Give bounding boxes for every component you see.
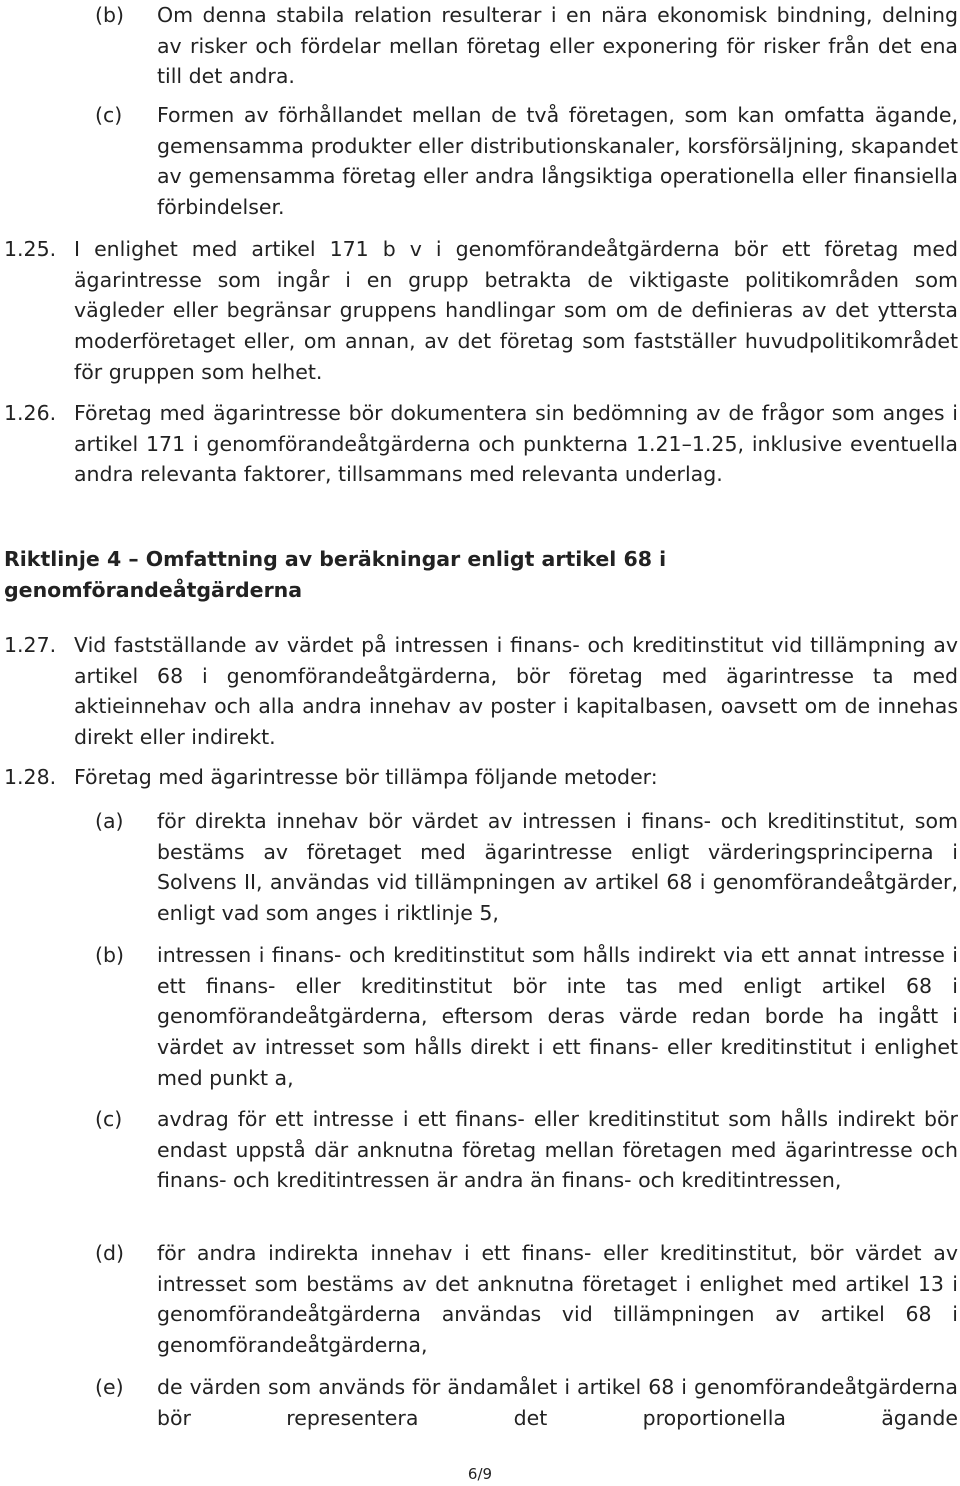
list-item-text: intressen i finans- och kreditinstitut som hålls indirekt via ett annat intresse i ett finans- eller kreditinstitut bör inte tas med enligt artikel 68 i genomförandeåtgärderna, eftersom deras värde redan borde ha ingått i värdet av intresset som hålls direkt i ett finans- eller kreditinstitut i enlighet med punkt a, <box>157 943 958 1090</box>
list-label: (b) <box>95 943 125 967</box>
list-item-text: avdrag för ett intresse i ett finans- eller kreditinstitut som hålls indirekt bör endast uppstå där anknutna företag mellan företagen med ägarintresse och finans- och kreditintressen är andra än finans- och kreditintressen, <box>157 1107 958 1193</box>
paragraph-number: 1.27. <box>4 633 57 657</box>
list-item-text: Om denna stabila relation resulterar i en nära ekonomisk bindning, delning av risker och fördelar mellan företag eller exponering för risker från det ena till det andra. <box>157 3 958 89</box>
list-label: (b) <box>95 3 125 27</box>
list-item-text: för direkta innehav bör värdet av intressen i finans- och kreditinstitut, som bestäms av företaget med ägarintresse enligt värderingsprinciperna i Solvens II, användas vid tillämpningen av artikel 68 i genomförandeåtgärder, enligt vad som anges i riktlinje 5, <box>157 809 958 926</box>
paragraph-number: 1.28. <box>4 765 57 789</box>
list-item-text: de värden som används för ändamålet i artikel 68 i genomförandeåtgärderna bör representera det proportionella ägande <box>157 1375 958 1430</box>
list-label: (a) <box>95 809 124 833</box>
list-label: (c) <box>95 1107 123 1131</box>
paragraph-text: Företag med ägarintresse bör dokumentera sin bedömning av de frågor som anges i artikel 171 i genomförandeåtgärderna och punkterna 1.21–1.25, inklusive eventuella andra relevanta faktorer, tillsammans med relevanta underlag. <box>74 401 958 487</box>
paragraph-text: Företag med ägarintresse bör tillämpa följande metoder: <box>74 765 658 789</box>
list-label: (e) <box>95 1375 124 1399</box>
paragraph-text: I enlighet med artikel 171 b v i genomförandeåtgärderna bör ett företag med ägarintresse som ingår i en grupp betrakta de viktigaste politikområden som vägleder eller begränsar gruppens handlingar som om de definieras av det yttersta moderföretaget eller, om annan, av det företag som fastställer huvudpolitikområdet för gruppen som helhet. <box>74 237 958 384</box>
paragraph-text: Vid fastställande av värdet på intressen i finans- och kreditinstitut vid tillämpning av artikel 68 i genomförandeåtgärderna, bör företag med ägarintresse ta med aktieinnehav och alla andra innehav av poster i kapitalbasen, oavsett om de innehas direkt eller indirekt. <box>74 633 958 750</box>
paragraph-number: 1.26. <box>4 401 57 425</box>
list-label: (c) <box>95 103 123 127</box>
list-item-text: Formen av förhållandet mellan de två företagen, som kan omfatta ägande, gemensamma produkter eller distributionskanaler, korsförsäljning, skapandet av gemensamma företag eller andra långsiktiga operationella eller finansiella förbindelser. <box>157 103 958 220</box>
list-item-text: för andra indirekta innehav i ett finans- eller kreditinstitut, bör värdet av intresset som bestäms av det anknutna företaget i enlighet med artikel 13 i genomförandeåtgärderna användas vid tillämpningen av artikel 68 i genomförandeåtgärderna, <box>157 1241 958 1358</box>
list-label: (d) <box>95 1241 125 1265</box>
paragraph-number: 1.25. <box>4 237 57 261</box>
page-number: 6/9 <box>467 1465 493 1483</box>
section-heading: Riktlinje 4 – Omfattning av beräkningar enligt artikel 68 i genomförandeåtgärderna <box>4 547 667 602</box>
